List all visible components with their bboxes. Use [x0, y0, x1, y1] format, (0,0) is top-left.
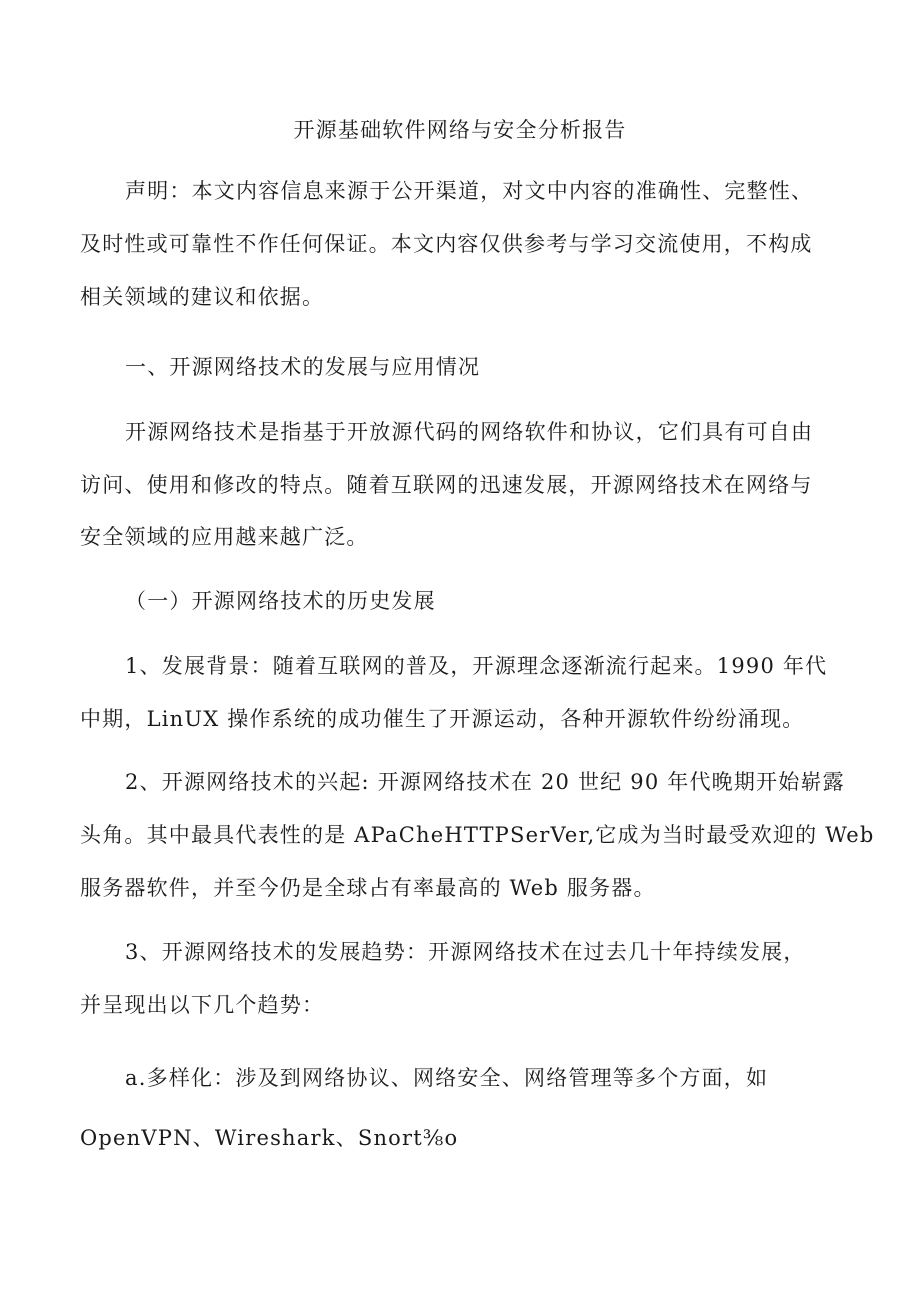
point-2-line-2: 头角。其中最具代表性的是 APaCheHTTPSerVer,它成为当时最受欢迎的 Web [80, 823, 875, 847]
point-1-line-2: 中期，LinUX 操作系统的成功催生了开源运动，各种开源软件纷纷涌现。 [80, 707, 805, 731]
point-3-line-2: 并呈现出以下几个趋势： [80, 993, 325, 1017]
disclaimer-line-1: 声明：本文内容信息来源于公开渠道，对文中内容的准确性、完整性、 [125, 179, 814, 203]
section-heading: 一、开源网络技术的发展与应用情况 [125, 355, 481, 379]
point-2-line-1: 2、开源网络技术的兴起: 开源网络技术在 20 世纪 90 年代晚期开始崭露 [125, 770, 845, 794]
point-2-line-3: 服务器软件，并至今仍是全球占有率最高的 Web 服务器。 [80, 876, 656, 900]
intro-line-1: 开源网络技术是指基于开放源代码的网络软件和协议，它们具有可自由 [125, 420, 814, 444]
point-1-line-1: 1、发展背景：随着互联网的普及，开源理念逐渐流行起来。1990 年代 [125, 654, 828, 678]
point-3-line-1: 3、开源网络技术的发展趋势：开源网络技术在过去几十年持续发展， [125, 940, 806, 964]
subsection-heading: （一）开源网络技术的历史发展 [125, 589, 436, 613]
point-a-line-2: OpenVPN、Wireshark、Snort⅜o [80, 1126, 459, 1150]
point-a-line-1: a.多样化：涉及到网络协议、网络安全、网络管理等多个方面，如 [125, 1066, 769, 1090]
disclaimer-line-2: 及时性或可靠性不作任何保证。本文内容仅供参考与学习交流使用，不构成 [80, 232, 813, 256]
document-title: 开源基础软件网络与安全分析报告 [293, 118, 627, 142]
intro-line-2: 访问、使用和修改的特点。随着互联网的迅速发展，开源网络技术在网络与 [80, 473, 813, 497]
disclaimer-line-3: 相关领域的建议和依据。 [80, 285, 325, 309]
intro-line-3: 安全领域的应用越来越广泛。 [80, 525, 369, 549]
